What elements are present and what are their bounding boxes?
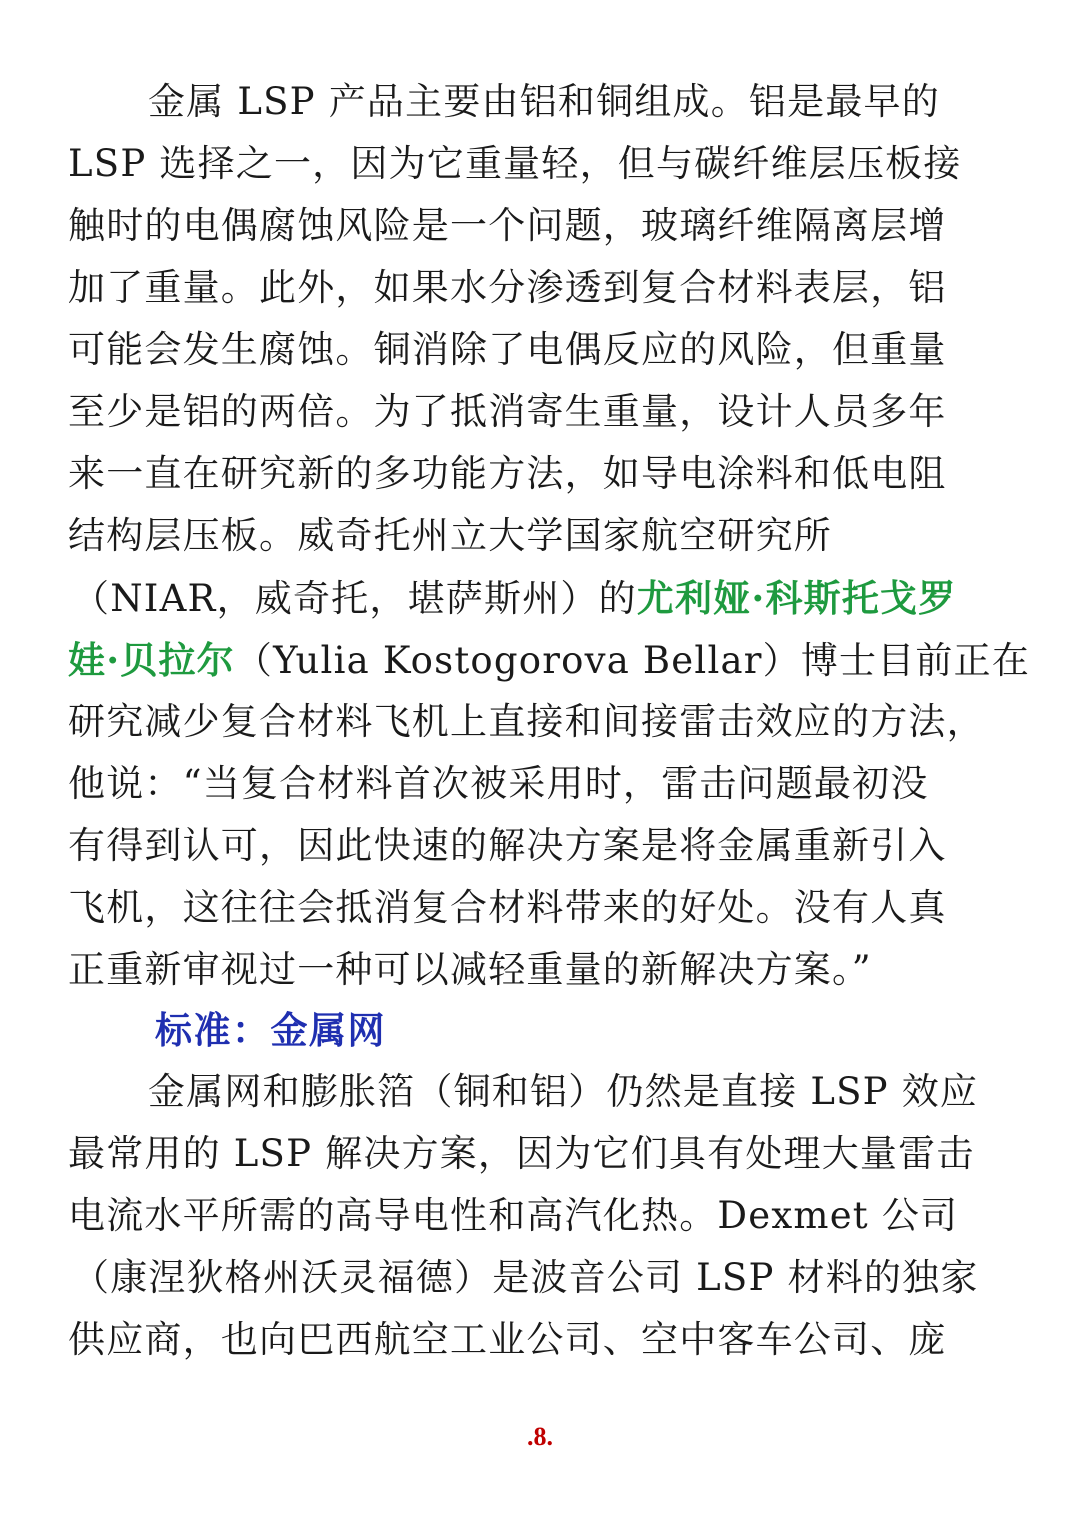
paragraph-1-line-6: 至少是铝的两倍。为了抵消寄生重量，设计人员多年 (68, 390, 947, 433)
paragraph-1-line-15: 正重新审视过一种可以减轻重量的新解决方案。” (68, 948, 872, 991)
paragraph-1-line-7: 来一直在研究新的多功能方法，如导电涂料和低电阻 (68, 452, 947, 495)
paragraph-1-line-13: 有得到认可，因此快速的解决方案是将金属重新引入 (68, 824, 947, 867)
paragraph-1-line-3: 触时的电偶腐蚀风险是一个问题，玻璃纤维隔离层增 (68, 204, 947, 247)
paragraph-1-line-9 (72, 576, 956, 621)
paragraph-2-line-4: （康涅狄格州沃灵福德）是波音公司 LSP 材料的独家 (72, 1256, 979, 1299)
person-english-name-text: （Yulia Kostogorova Bellar）博士目前正在 (234, 639, 1031, 682)
paragraph-1-line-12: 他说：“当复合材料首次被采用时，雷击问题最初没 (68, 762, 929, 805)
paragraph-2-line-1: 金属网和膨胀箔（铜和铝）仍然是直接 LSP 效应 (148, 1070, 979, 1113)
paragraph-2-line-2: 最常用的 LSP 解决方案，因为它们具有处理大量雷击 (68, 1132, 975, 1175)
institute-location-text: （NIAR，威奇托，堪萨斯州）的 (72, 577, 637, 620)
paragraph-2-line-5: 供应商，也向巴西航空工业公司、空中客车公司、庞 (68, 1318, 947, 1361)
paragraph-1-line-5: 可能会发生腐蚀。铜消除了电偶反应的风险，但重量 (68, 328, 947, 371)
paragraph-1-line-8: 结构层压板。威奇托州立大学国家航空研究所 (68, 514, 832, 557)
paragraph-1-line-11: 研究减少复合材料飞机上直接和间接雷击效应的方法， (68, 700, 985, 743)
paragraph-1-line-1: 金属 LSP 产品主要由铝和铜组成。铝是最早的 (148, 80, 940, 123)
paragraph-2-line-3: 电流水平所需的高导电性和高汽化热。Dexmet 公司 (68, 1194, 959, 1237)
paragraph-1-line-14: 飞机，这往往会抵消复合材料带来的好处。没有人真 (68, 886, 947, 929)
page-number: .8. (527, 1422, 553, 1451)
paragraph-1-line-2: LSP 选择之一，因为它重量轻，但与碳纤维层压板接 (68, 142, 962, 185)
highlighted-person-name-part-2: 娃·贝拉尔 (68, 638, 235, 682)
highlighted-person-name-part-1: 尤利娅·科斯托戈罗 (636, 576, 957, 620)
paragraph-1-line-4: 加了重量。此外，如果水分渗透到复合材料表层，铝 (68, 266, 947, 309)
paragraph-1-line-10 (68, 638, 1030, 683)
section-heading: 标准：金属网 (155, 1008, 386, 1052)
